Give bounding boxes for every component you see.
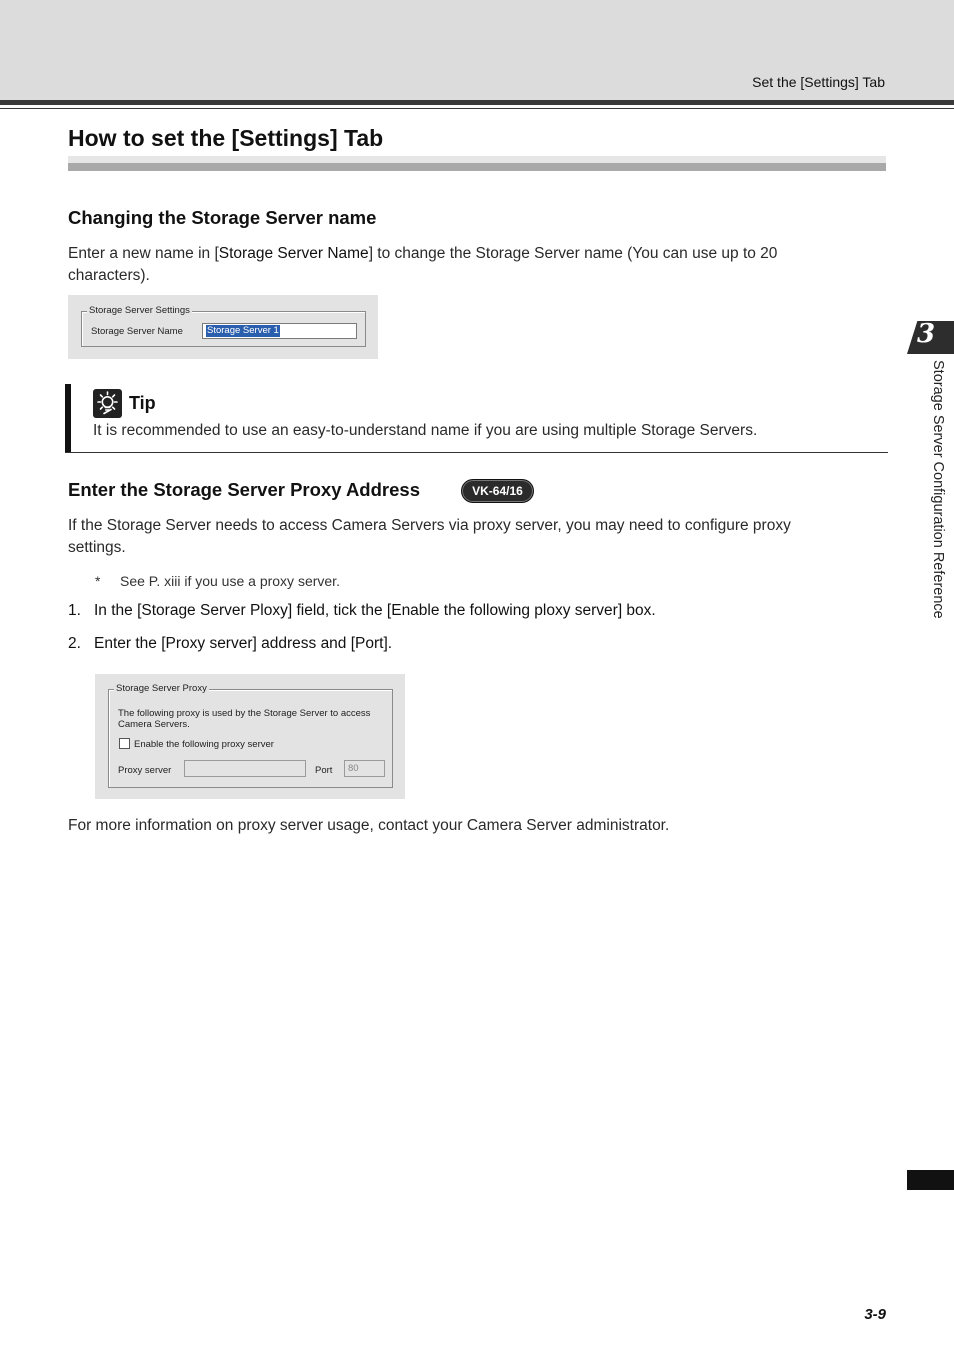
enable-proxy-checkbox[interactable]	[119, 738, 130, 749]
storage-server-name-value: Storage Server 1	[207, 325, 279, 336]
step-number: 2.	[68, 635, 81, 652]
thumb-index-marker	[907, 1170, 954, 1190]
field-reference: Storage Server Name	[218, 245, 369, 262]
section-paragraph	[68, 243, 868, 287]
storage-server-settings-screenshot	[68, 295, 378, 359]
group-label: Storage Server Settings	[89, 305, 190, 316]
paragraph-text: characters).	[68, 267, 150, 284]
proxy-server-label: Proxy server	[118, 765, 172, 776]
proxy-description: Camera Servers.	[118, 719, 190, 730]
proxy-description: The following proxy is used by the Storage Server to access	[118, 708, 371, 719]
paragraph-text: Enter a new name in [	[68, 245, 219, 262]
storage-server-name-label: Storage Server Name	[91, 326, 183, 337]
enable-proxy-label: Enable the following proxy server	[134, 739, 274, 750]
group-label: Storage Server Proxy	[116, 683, 207, 694]
port-input[interactable]	[344, 760, 385, 777]
storage-server-settings-group	[81, 305, 366, 347]
page-title: How to set the [Settings] Tab	[68, 125, 384, 151]
section-title-proxy-address: Enter the Storage Server Proxy Address	[68, 479, 420, 500]
paragraph-text: ] to change the Storage Server name (You can use up to 20	[368, 245, 778, 262]
proxy-server-input[interactable]	[184, 760, 306, 777]
paragraph-text: If the Storage Server needs to access Camera Servers via proxy server, you may need to configure proxy	[68, 517, 791, 534]
step-text: In the [Storage Server Ploxy] field, tick the [Enable the following ploxy server] box.	[94, 602, 656, 619]
storage-server-proxy-group	[108, 683, 393, 788]
paragraph-text: settings.	[68, 539, 126, 556]
running-header-title: Set the [Settings] Tab	[752, 74, 885, 90]
storage-server-proxy-screenshot	[95, 674, 405, 799]
port-label: Port	[315, 765, 333, 776]
chapter-number: 3	[917, 319, 936, 349]
header-rule	[0, 100, 954, 105]
section-title-change-name: Changing the Storage Server name	[68, 207, 377, 228]
note-marker: *	[95, 573, 101, 589]
model-badge: VK-64/16	[461, 479, 534, 503]
heading-underline	[68, 163, 886, 171]
note-text: See P. xiii if you use a proxy server.	[120, 573, 340, 589]
port-value: 80	[348, 763, 359, 774]
lightbulb-icon	[93, 389, 122, 418]
tip-label: Tip	[129, 393, 156, 413]
step-number: 1.	[68, 602, 81, 619]
heading-underline-light	[68, 156, 886, 163]
tip-divider	[65, 452, 888, 453]
step-text: Enter the [Proxy server] address and [Port].	[94, 635, 393, 652]
section-paragraph	[68, 515, 868, 559]
closing-paragraph: For more information on proxy server usage, contact your Camera Server administrator.	[68, 817, 670, 834]
tip-sidebar	[65, 384, 71, 452]
header-rule-thin	[0, 108, 954, 109]
chapter-label: Storage Server Configuration Reference	[930, 360, 946, 619]
storage-server-name-input[interactable]	[202, 323, 357, 339]
page-number: 3-9	[864, 1306, 886, 1323]
tip-text: It is recommended to use an easy-to-understand name if you are using multiple Storage Servers.	[93, 422, 758, 439]
